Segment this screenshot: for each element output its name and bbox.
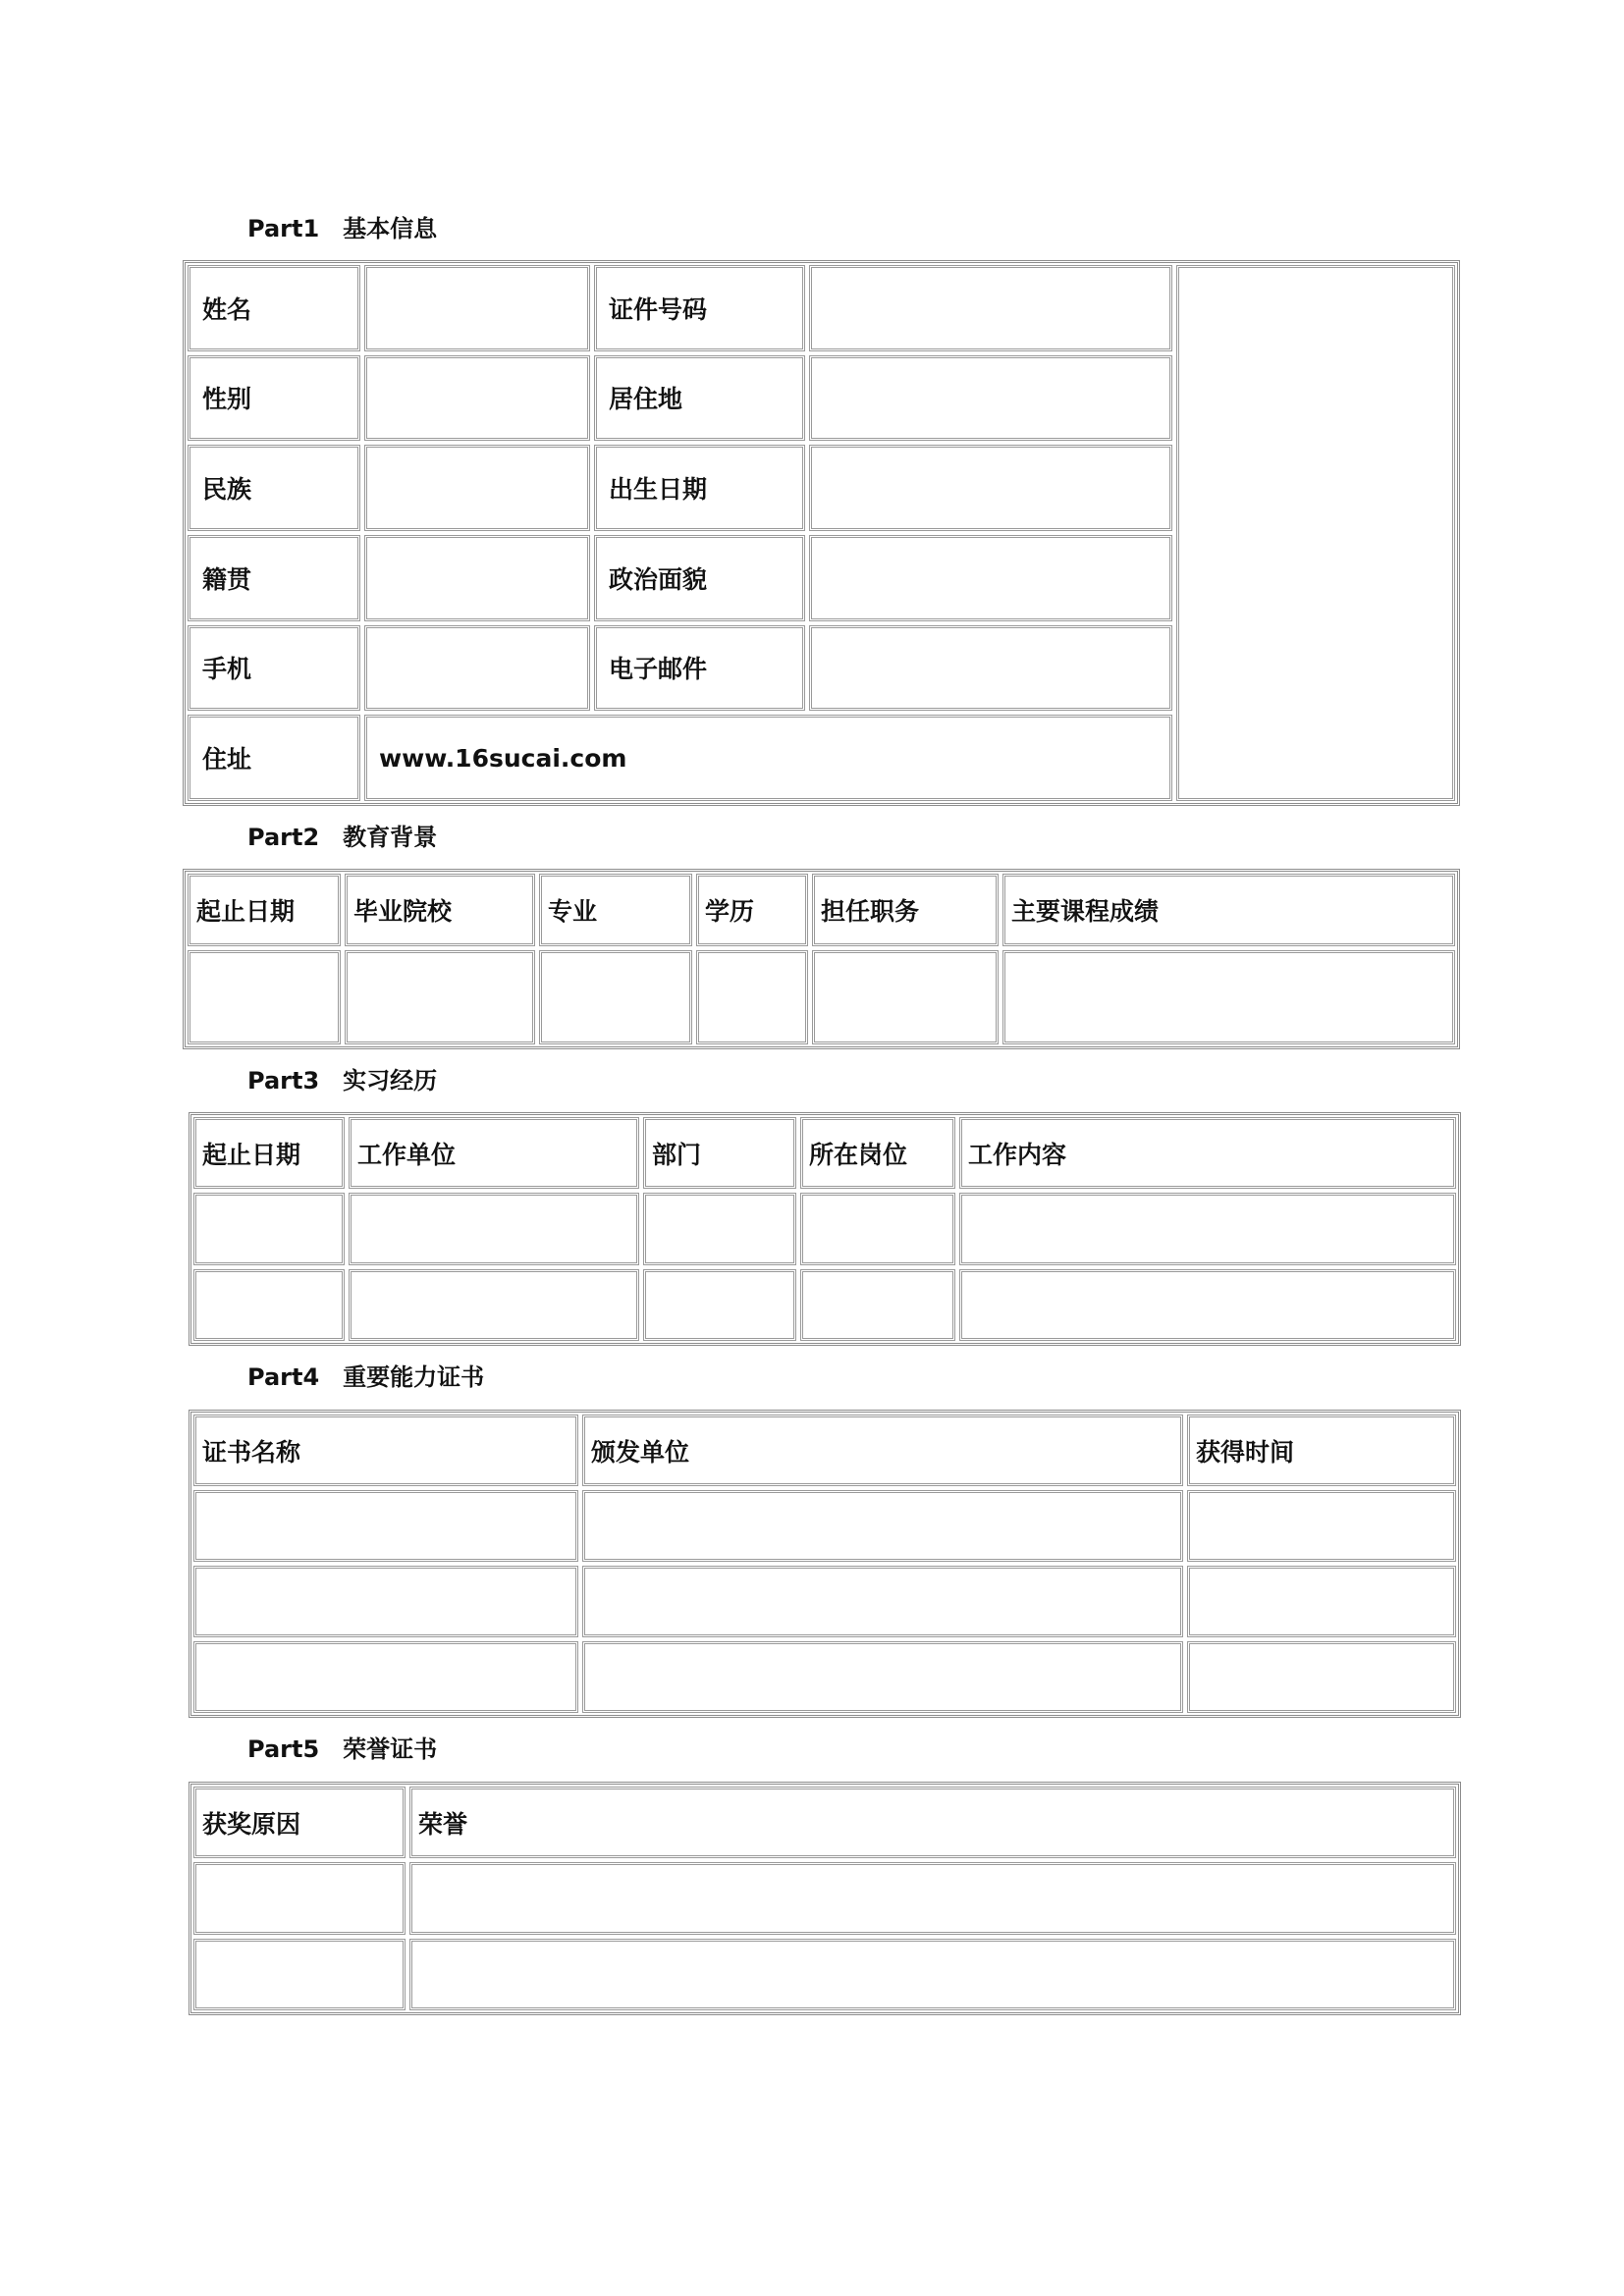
name-label: 姓名 [188,265,360,351]
edu-col-position: 担任职务 [812,874,999,946]
edu-col-degree: 学历 [696,874,808,946]
edu-cell[interactable] [345,950,535,1044]
ethnicity-label: 民族 [188,445,360,531]
intern-cell[interactable] [643,1269,796,1341]
cert-cell[interactable] [193,1641,578,1713]
address-label: 住址 [188,715,360,801]
intern-cell[interactable] [349,1193,639,1264]
address-field[interactable]: www.16sucai.com [364,715,1172,801]
phone-label: 手机 [188,625,360,712]
honor-cell[interactable] [409,1939,1456,2010]
part3-heading: Part3 实习经历 [247,1067,438,1095]
political-status-label: 政治面貌 [594,535,805,621]
intern-cell[interactable] [959,1193,1456,1264]
part2-heading: Part2 教育背景 [247,824,438,851]
cert-col-date: 获得时间 [1187,1415,1456,1486]
cert-cell[interactable] [193,1566,578,1637]
intern-col-employer: 工作单位 [349,1117,639,1189]
id-number-field[interactable] [809,265,1172,351]
basic-info-table [183,260,1460,806]
edu-col-major: 专业 [539,874,692,946]
part1-heading: Part1 基本信息 [247,215,438,242]
email-field[interactable] [809,625,1172,712]
intern-col-content: 工作内容 [959,1117,1456,1189]
edu-cell[interactable] [812,950,999,1044]
email-label: 电子邮件 [594,625,805,712]
cert-cell[interactable] [1187,1641,1456,1713]
intern-col-department: 部门 [643,1117,796,1189]
intern-cell[interactable] [800,1193,955,1264]
cert-cell[interactable] [1187,1566,1456,1637]
intern-cell[interactable] [959,1269,1456,1341]
intern-cell[interactable] [193,1193,345,1264]
cert-cell[interactable] [582,1641,1183,1713]
gender-field[interactable] [364,355,590,442]
cert-col-issuer: 颁发单位 [582,1415,1183,1486]
ethnicity-field[interactable] [364,445,590,531]
id-number-label: 证件号码 [594,265,805,351]
photo-box[interactable] [1176,265,1455,801]
political-status-field[interactable] [809,535,1172,621]
edu-cell[interactable] [696,950,808,1044]
cert-cell[interactable] [582,1490,1183,1562]
residence-field[interactable] [809,355,1172,442]
intern-cell[interactable] [643,1193,796,1264]
intern-cell[interactable] [349,1269,639,1341]
edu-col-school: 毕业院校 [345,874,535,946]
honor-cell[interactable] [193,1862,406,1934]
edu-cell[interactable] [1002,950,1455,1044]
education-table [183,869,1460,1049]
native-place-label: 籍贯 [188,535,360,621]
certificates-table [189,1410,1461,1718]
edu-col-courses: 主要课程成绩 [1002,874,1455,946]
cert-cell[interactable] [193,1490,578,1562]
cert-cell[interactable] [582,1566,1183,1637]
intern-cell[interactable] [193,1269,345,1341]
birth-date-label: 出生日期 [594,445,805,531]
birth-date-field[interactable] [809,445,1172,531]
honor-col-honor: 荣誉 [409,1787,1456,1858]
edu-cell[interactable] [539,950,692,1044]
phone-field[interactable] [364,625,590,712]
honor-col-reason: 获奖原因 [193,1787,406,1858]
name-field[interactable] [364,265,590,351]
intern-cell[interactable] [800,1269,955,1341]
honors-table [189,1782,1461,2015]
residence-label: 居住地 [594,355,805,442]
edu-cell[interactable] [188,950,341,1044]
honor-cell[interactable] [193,1939,406,2010]
native-place-field[interactable] [364,535,590,621]
part4-heading: Part4 重要能力证书 [247,1363,485,1391]
edu-col-dates: 起止日期 [188,874,341,946]
gender-label: 性别 [188,355,360,442]
intern-col-post: 所在岗位 [800,1117,955,1189]
cert-cell[interactable] [1187,1490,1456,1562]
part5-heading: Part5 荣誉证书 [247,1735,438,1763]
cert-col-name: 证书名称 [193,1415,578,1486]
intern-col-dates: 起止日期 [193,1117,345,1189]
honor-cell[interactable] [409,1862,1456,1934]
internship-table [189,1112,1461,1346]
